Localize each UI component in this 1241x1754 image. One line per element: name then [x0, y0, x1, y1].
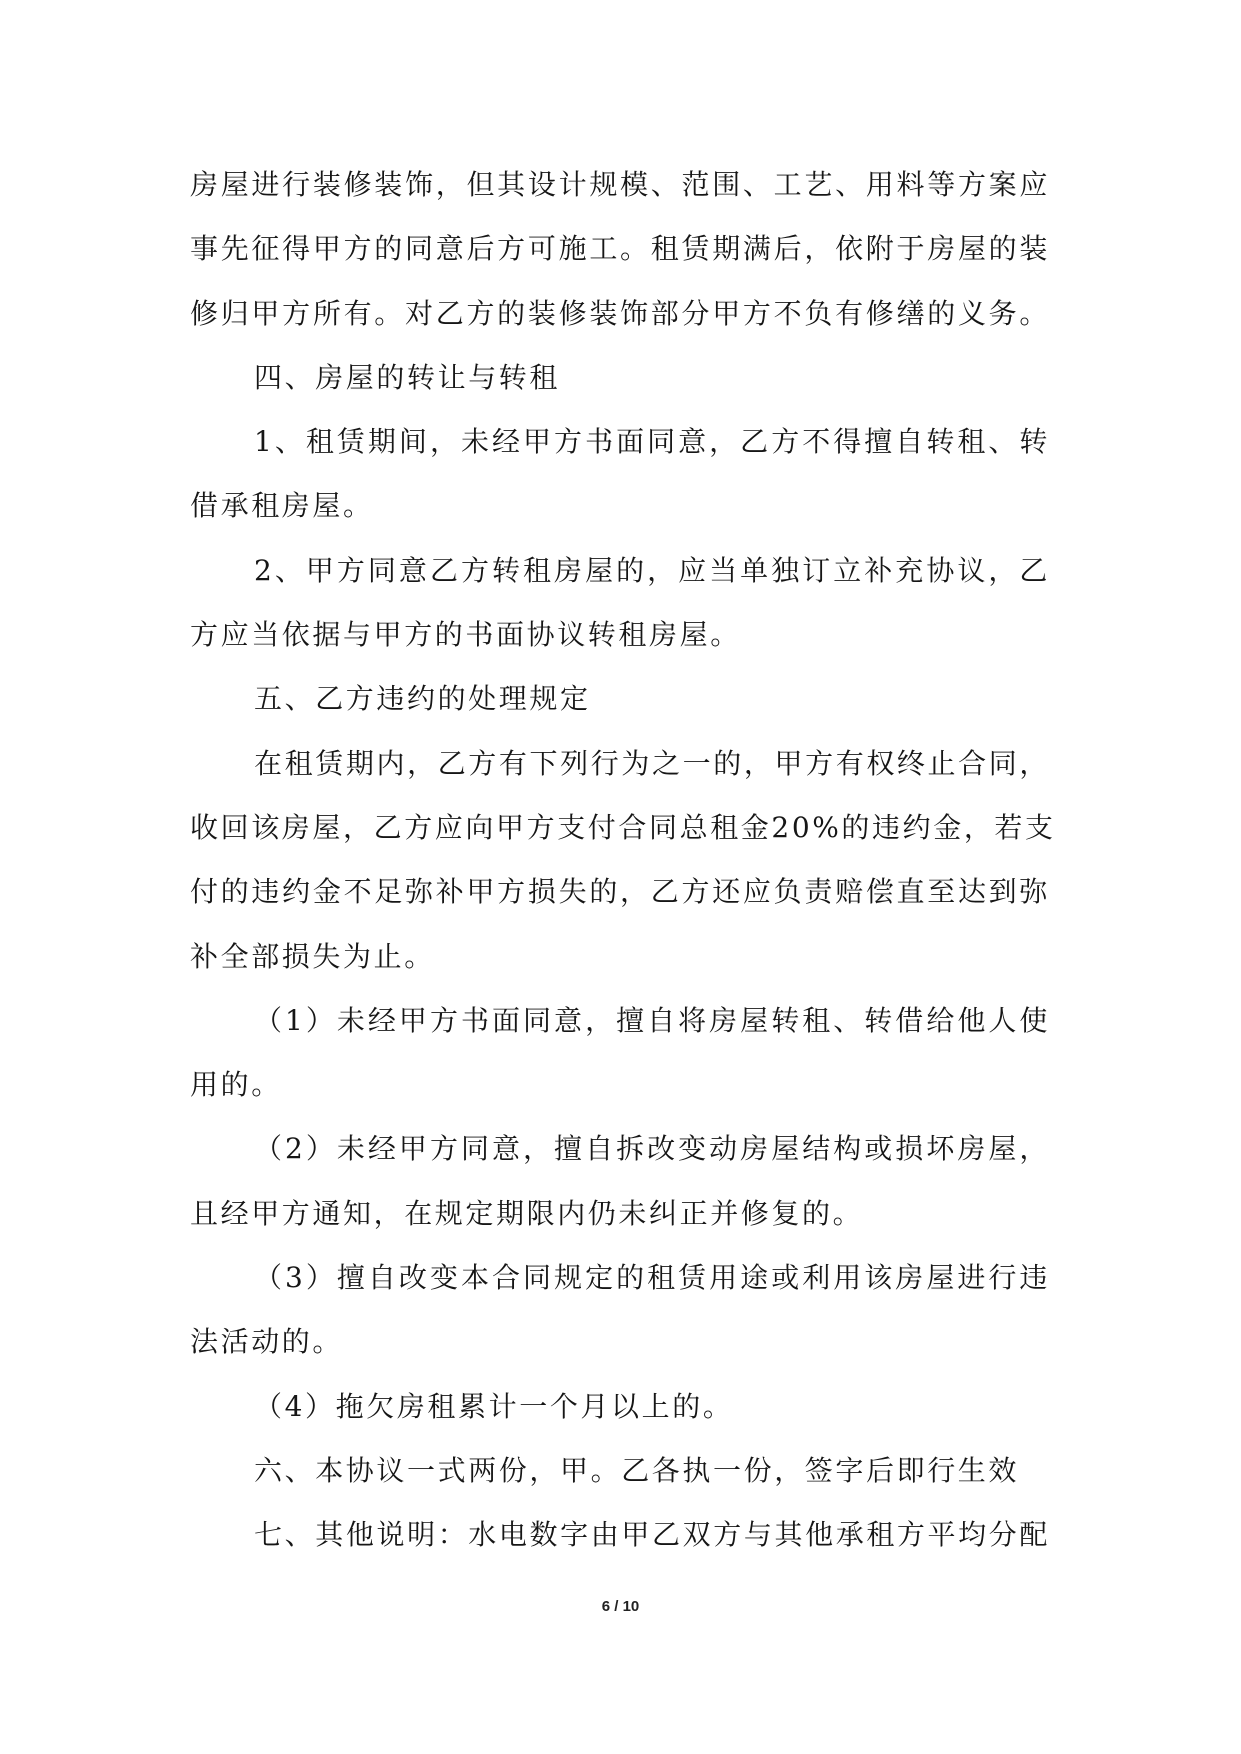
- clause-1: [190, 410, 1050, 539]
- breach-item-3: [190, 1246, 1050, 1375]
- text-line: 修归甲方所有。对乙方的装修装饰部分甲方不负有修缮的义务。: [190, 296, 1050, 330]
- text-line: 付的违约金不足弥补甲方损失的，乙方还应负责赔偿直至达到弥: [190, 875, 1050, 909]
- paragraph-continuation: [190, 153, 1050, 346]
- text-line: 2、甲方同意乙方转租房屋的，应当单独订立补充协议，乙: [254, 553, 1050, 587]
- text-line: （4）拖欠房租累计一个月以上的。: [254, 1389, 734, 1423]
- text-line: 收回该房屋，乙方应向甲方支付合同总租金20%的违约金，若支: [190, 810, 1056, 844]
- text-line: （1）未经甲方书面同意，擅自将房屋转租、转借给他人使: [254, 1003, 1050, 1037]
- text-line: 用的。: [190, 1068, 282, 1102]
- heading-line: 五、乙方违约的处理规定: [254, 682, 591, 716]
- breach-item-2: [190, 1117, 1050, 1246]
- text-line: （2）未经甲方同意，擅自拆改变动房屋结构或损坏房屋，: [254, 1132, 1050, 1166]
- text-line: 事先征得甲方的同意后方可施工。租赁期满后，依附于房屋的装: [190, 232, 1050, 266]
- breach-item-4: [190, 1375, 1050, 1439]
- text-line: （3）擅自改变本合同规定的租赁用途或利用该房屋进行违: [254, 1261, 1050, 1295]
- page-number: 6 / 10: [601, 1598, 640, 1615]
- text-line: 方应当依据与甲方的书面协议转租房屋。: [190, 618, 741, 652]
- text-line: 借承租房屋。: [190, 489, 374, 523]
- clause-2: [190, 539, 1050, 668]
- text-line: 六、本协议一式两份，甲。乙各执一份，签字后即行生效: [254, 1453, 1020, 1487]
- text-line: 补全部损失为止。: [190, 939, 435, 973]
- section-other-notes: [190, 1503, 1050, 1567]
- breach-item-1: [190, 989, 1050, 1118]
- section-heading-transfer-sublease: [190, 346, 1050, 410]
- breach-intro-paragraph: [190, 732, 1056, 989]
- text-line: 且经甲方通知，在规定期限内仍未纠正并修复的。: [190, 1196, 864, 1230]
- text-line: 1、租赁期间，未经甲方书面同意，乙方不得擅自转租、转: [254, 425, 1050, 459]
- section-heading-breach: [190, 667, 1050, 731]
- document-body: [190, 153, 1056, 1568]
- section-copies-effect: [190, 1439, 1050, 1503]
- text-line: 房屋进行装修装饰，但其设计规模、范围、工艺、用料等方案应: [190, 168, 1050, 201]
- text-line: 在租赁期内，乙方有下列行为之一的，甲方有权终止合同，: [254, 746, 1050, 780]
- heading-line: 四、房屋的转让与转租: [254, 360, 561, 394]
- text-line: 法活动的。: [190, 1325, 344, 1359]
- text-line: 七、其他说明：水电数字由甲乙双方与其他承租方平均分配: [254, 1518, 1050, 1552]
